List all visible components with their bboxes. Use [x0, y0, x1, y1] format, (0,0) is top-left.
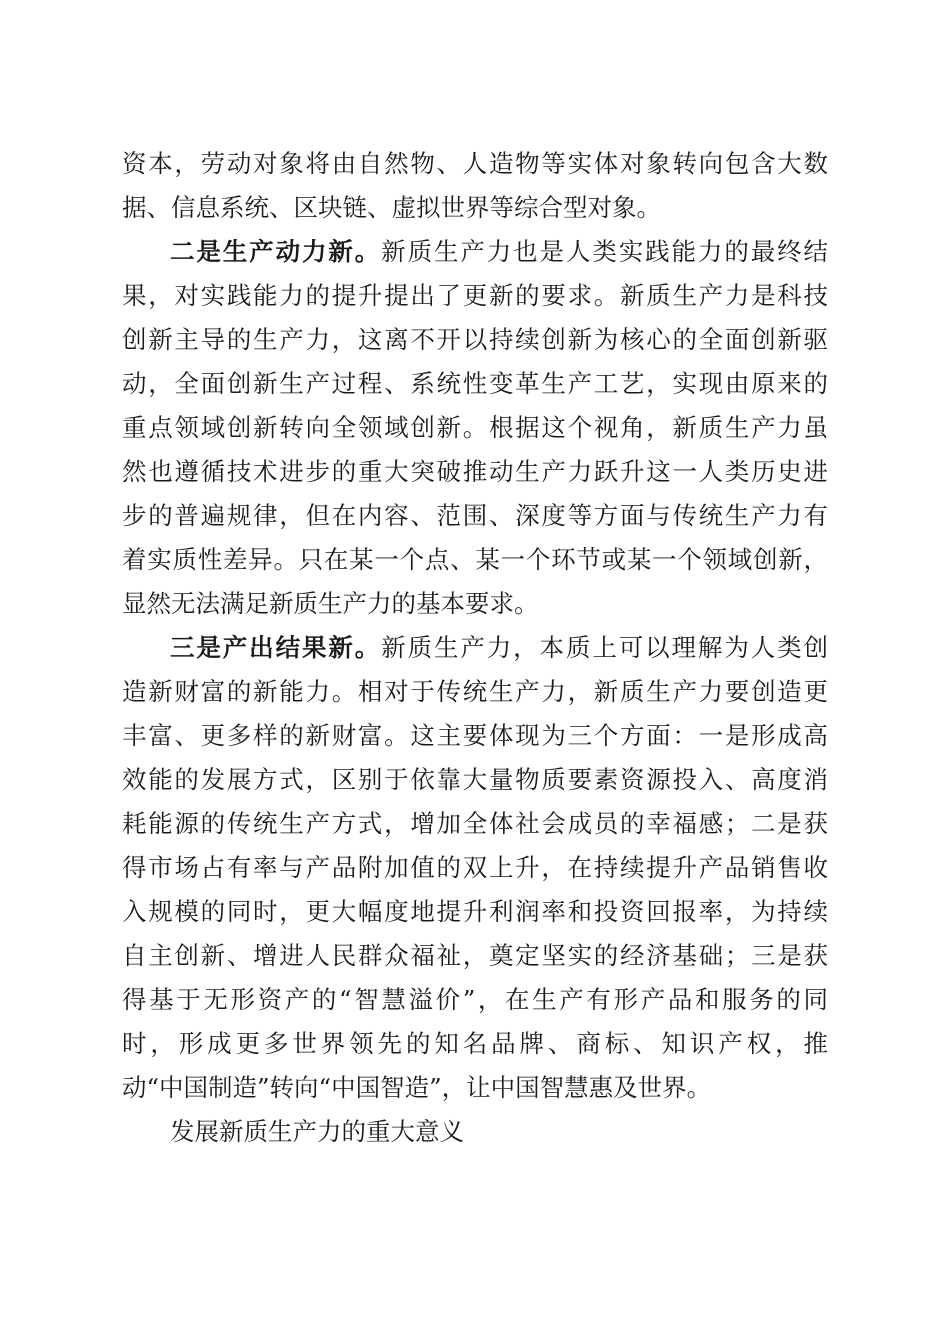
text-line: 自主创新、增进人民群众福祉，奠定坚实的经济基础；三是获: [122, 941, 828, 970]
text-line: 着实质性差异。只在某一个点、某一个环节或某一个领域创新，: [122, 545, 828, 574]
paragraph-lead: 二是生产动力新。: [170, 237, 382, 266]
text-line: 得市场占有率与产品附加值的双上升，在持续提升产品销售收: [122, 853, 828, 882]
text-line: 入规模的同时，更大幅度地提升利润率和投资回报率，为持续: [122, 897, 828, 926]
text-line: 动，全面创新生产过程、系统性变革生产工艺，实现由原来的: [122, 369, 828, 398]
text-line: 效能的发展方式，区别于依靠大量物质要素资源投入、高度消: [122, 765, 828, 794]
text-line: 据、信息系统、区块链、虚拟世界等综合型对象。: [122, 193, 661, 222]
text-line: 然也遵循技术进步的重大突破推动生产力跃升这一人类历史进: [122, 457, 828, 486]
text-line: 重点领域创新转向全领域创新。根据这个视角，新质生产力虽: [122, 413, 828, 442]
text-line: 耗能源的传统生产方式，增加全体社会成员的幸福感；二是获: [122, 809, 828, 838]
paragraph-lead-line: 二是生产动力新。新质生产力也是人类实践能力的最终结: [170, 237, 829, 266]
text-line: 果，对实践能力的提升提出了更新的要求。新质生产力是科技: [122, 281, 828, 310]
text-line: 资本，劳动对象将由自然物、人造物等实体对象转向包含大数: [122, 149, 828, 178]
text-line: 时，形成更多世界领先的知名品牌、商标、知识产权，推: [122, 1029, 828, 1058]
text-line: 丰富、更多样的新财富。这主要体现为三个方面：一是形成高: [122, 721, 828, 750]
text-line: 显然无法满足新质生产力的基本要求。: [122, 589, 539, 618]
text-line: 创新主导的生产力，这离不开以持续创新为核心的全面创新驱: [122, 325, 828, 354]
paragraph-lead-line: 三是产出结果新。新质生产力，本质上可以理解为人类创: [170, 633, 829, 662]
text-line: 得基于无形资产的“智慧溢价”，在生产有形产品和服务的同: [122, 985, 828, 1014]
text-line: 动“中国制造”转向“中国智造”，让中国智慧惠及世界。: [122, 1073, 712, 1102]
text-line: 步的普遍规律，但在内容、范围、深度等方面与传统生产力有: [122, 501, 828, 530]
section-heading: 发展新质生产力的重大意义: [170, 1117, 464, 1146]
paragraph-lead: 三是产出结果新。: [170, 633, 382, 662]
text-line: 造新财富的新能力。相对于传统生产力，新质生产力要创造更: [122, 677, 828, 706]
